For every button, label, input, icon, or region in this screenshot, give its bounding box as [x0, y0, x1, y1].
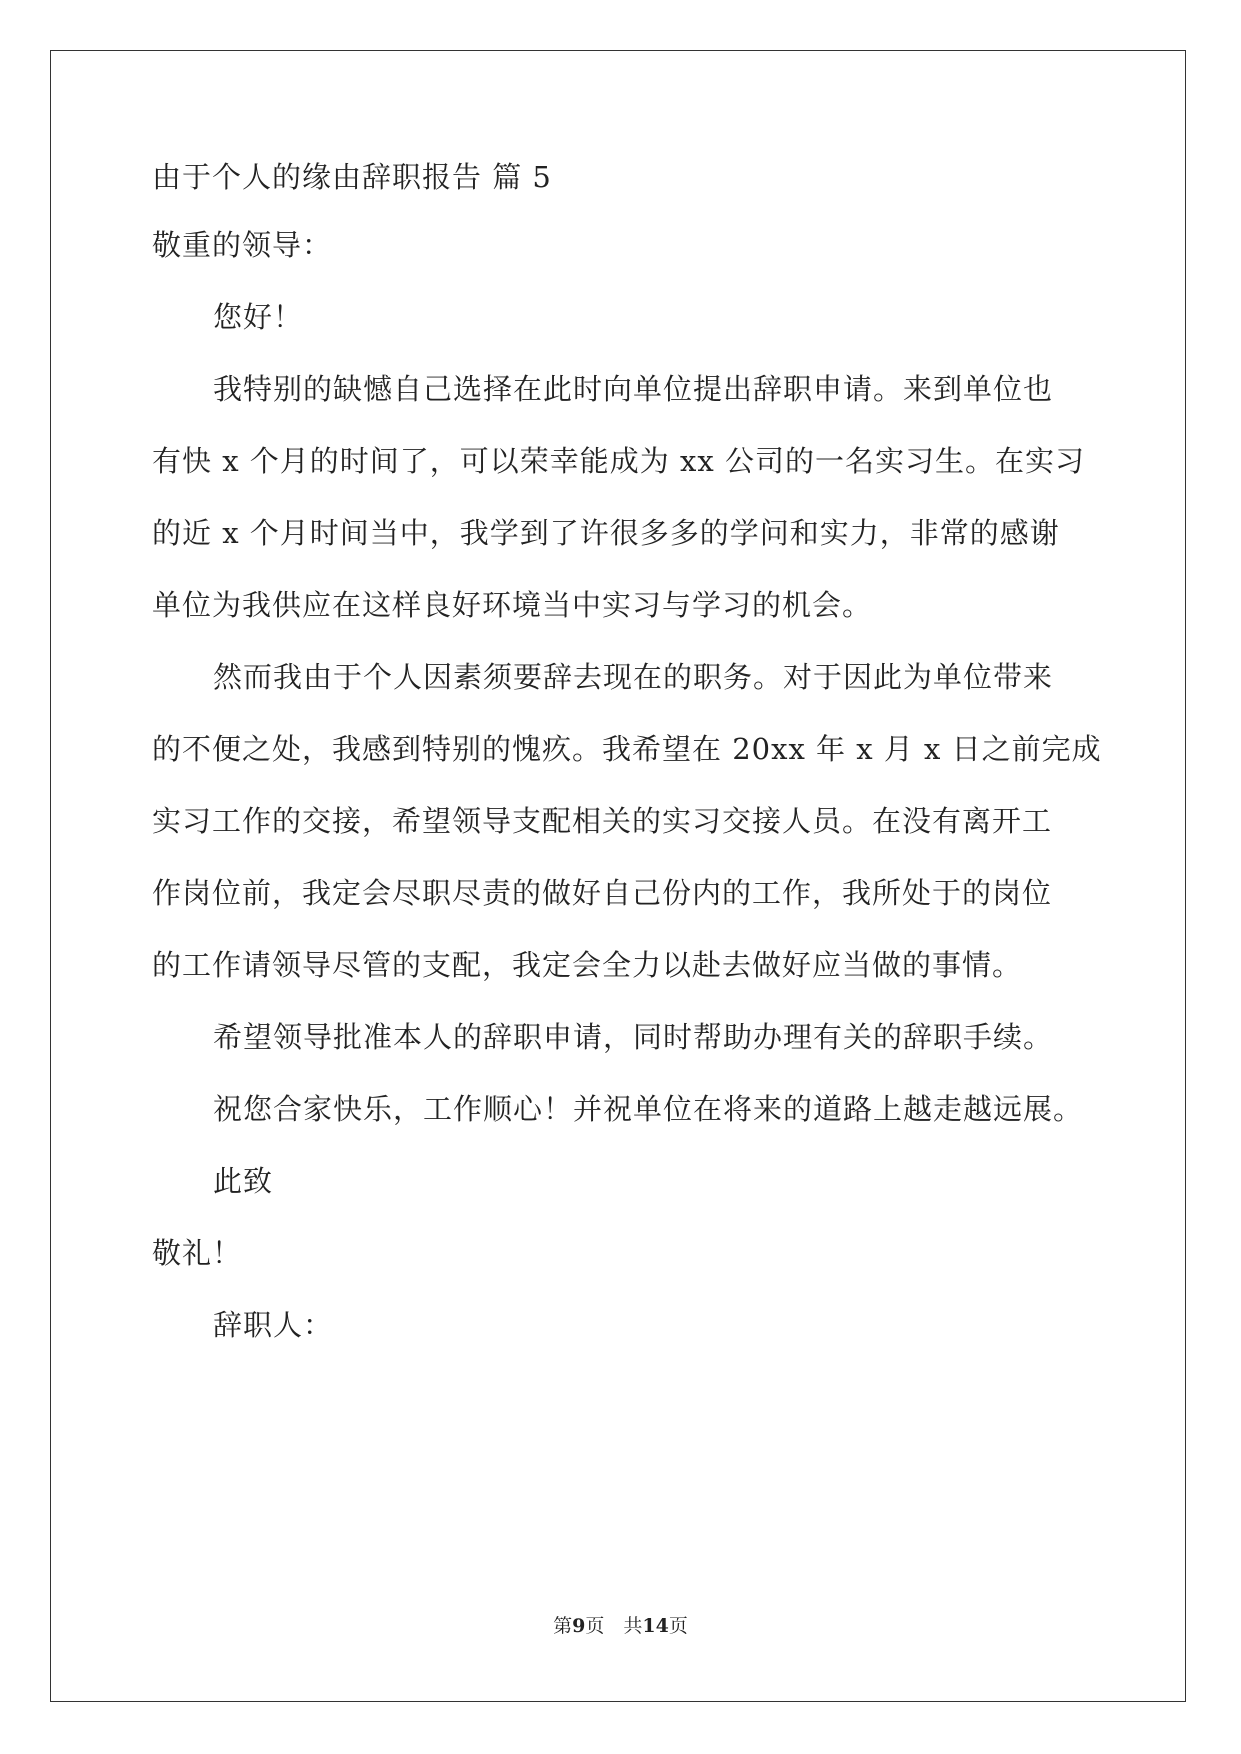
paragraph-1-line-2: 有快 x 个月的时间了，可以荣幸能成为 xx 公司的一名实习生。在实习: [152, 444, 1085, 478]
closing-line-1: 此致: [213, 1164, 274, 1198]
paragraph-2-line-4: 作岗位前，我定会尽职尽责的做好自己份内的工作，我所处于的岗位: [152, 876, 1053, 910]
paragraph-2-line-1: 然而我由于个人因素须要辞去现在的职务。对于因此为单位带来: [213, 660, 1054, 694]
greeting: 您好！: [213, 300, 304, 334]
footer-prefix: 第: [553, 1615, 573, 1637]
closing-line-2: 敬礼！: [152, 1236, 243, 1270]
paragraph-2-line-3: 实习工作的交接，希望领导支配相关的实习交接人员。在没有离开工: [152, 804, 1053, 838]
paragraph-1-line-3: 的近 x 个月时间当中，我学到了许很多多的学问和实力，非常的感谢: [152, 516, 1060, 550]
paragraph-2-line-5: 的工作请领导尽管的支配，我定会全力以赴去做好应当做的事情。: [152, 948, 1023, 982]
document-heading: 由于个人的缘由辞职报告 篇 5: [152, 160, 552, 194]
paragraph-4: 祝您合家快乐，工作顺心！并祝单位在将来的道路上越走越远展。: [213, 1092, 1084, 1126]
salutation: 敬重的领导：: [152, 228, 333, 262]
current-page-number: 9: [572, 1615, 586, 1637]
paragraph-3: 希望领导批准本人的辞职申请，同时帮助办理有关的辞职手续。: [213, 1020, 1054, 1054]
signature-line: 辞职人：: [213, 1308, 334, 1342]
paragraph-1-line-1: 我特别的缺憾自己选择在此时向单位提出辞职申请。来到单位也: [213, 372, 1054, 406]
footer-middle: 页 共: [585, 1615, 643, 1637]
total-pages-number: 14: [642, 1615, 669, 1637]
paragraph-2-line-2: 的不便之处，我感到特别的愧疚。我希望在 20xx 年 x 月 x 日之前完成: [152, 732, 1102, 766]
paragraph-1-line-4: 单位为我供应在这样良好环境当中实习与学习的机会。: [152, 588, 873, 622]
footer-suffix: 页: [668, 1615, 688, 1637]
page-footer: [0, 1614, 1241, 1638]
